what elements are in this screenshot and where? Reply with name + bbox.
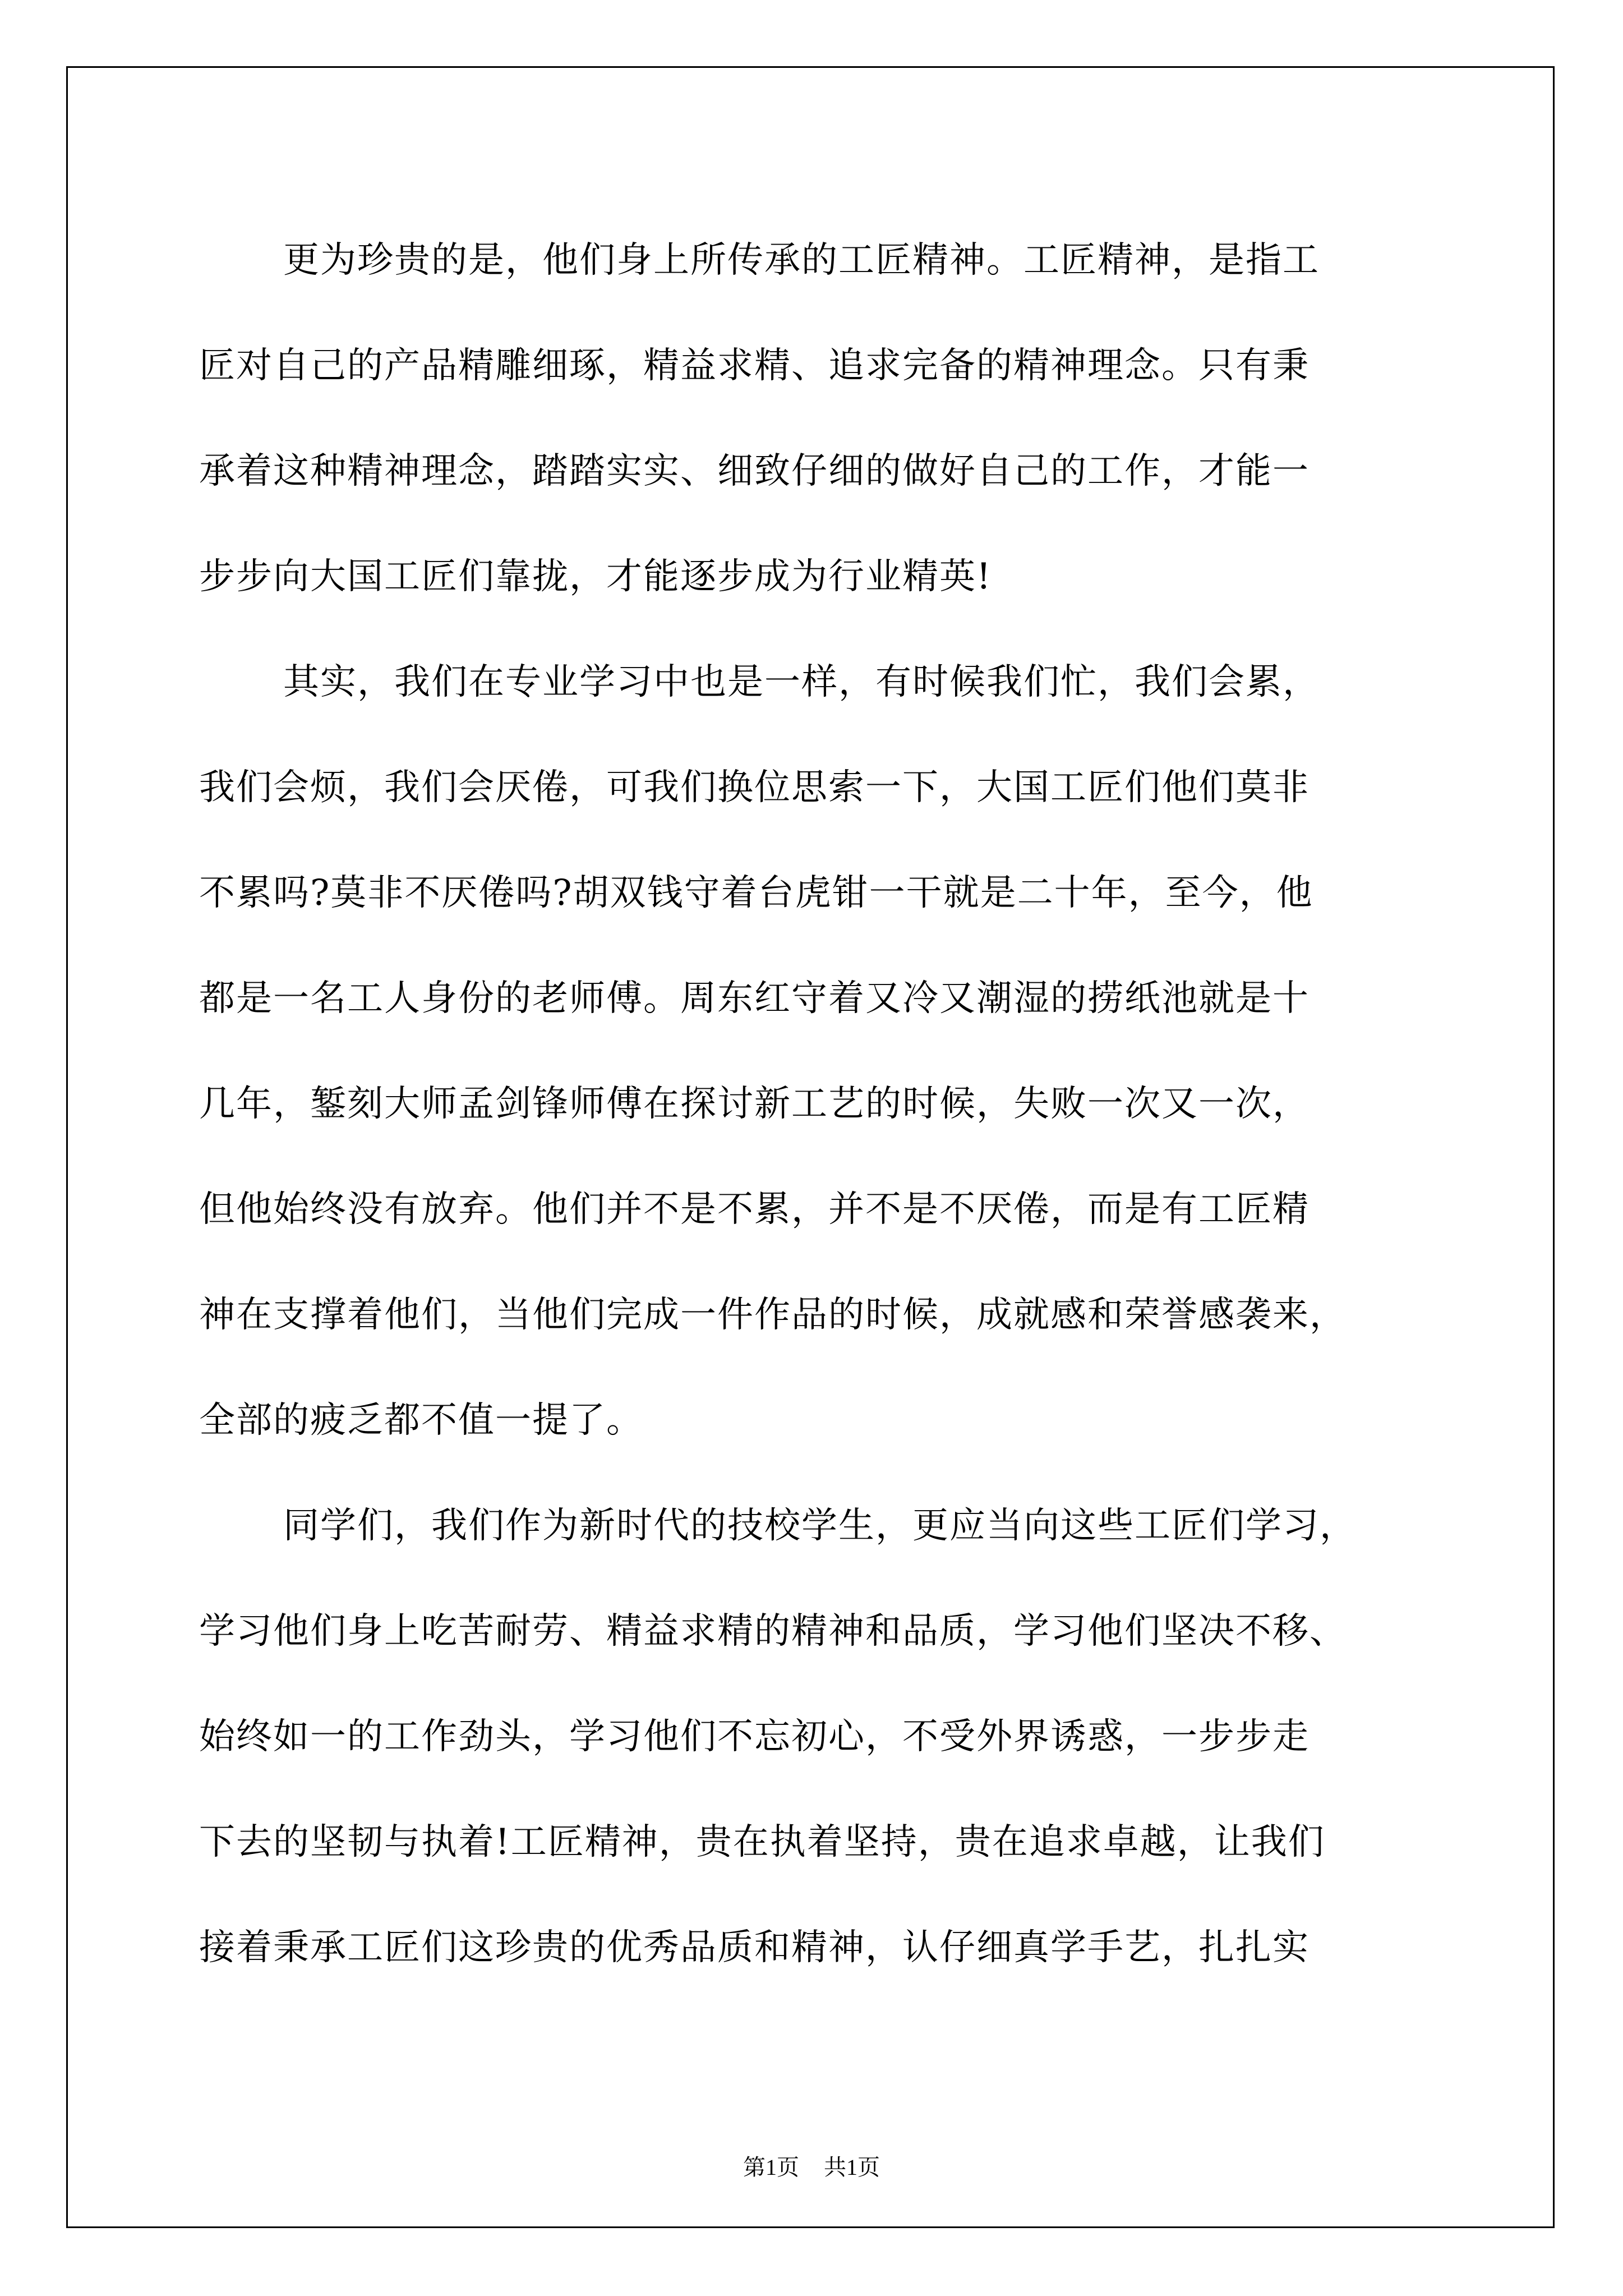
page-footer xyxy=(0,2153,1623,2182)
paragraph-2-line-7: 神在支撑着他们，当他们完成一件作品的时候，成就感和荣誉感袭来， xyxy=(199,1294,1347,1336)
paragraph-3-line-5: 接着秉承工匠们这珍贵的优秀品质和精神，认仔细真学手艺，扎扎实 xyxy=(199,1927,1310,1968)
paragraph-1-line-2: 匠对自己的产品精雕细琢，精益求精、追求完备的精神理念。只有秉 xyxy=(199,345,1310,386)
page-number-total: 共1页 xyxy=(824,2155,880,2180)
paragraph-3-line-4: 下去的坚韧与执着!工匠精神，贵在执着坚持，贵在追求卓越，让我们 xyxy=(199,1821,1325,1863)
paragraph-2-line-8: 全部的疲乏都不值一提了。 xyxy=(199,1400,643,1441)
paragraph-2-line-2: 我们会烦，我们会厌倦，可我们换位思索一下，大国工匠们他们莫非 xyxy=(199,767,1310,808)
paragraph-2-line-4: 都是一名工人身份的老师傅。周东红守着又冷又潮湿的捞纸池就是十 xyxy=(199,978,1310,1019)
page-number-current: 第1页 xyxy=(743,2155,799,2180)
paragraph-3-line-3: 始终如一的工作劲头，学习他们不忘初心，不受外界诱惑，一步步走 xyxy=(199,1716,1310,1757)
paragraph-1-line-4: 步步向大国工匠们靠拢，才能逐步成为行业精英! xyxy=(199,556,992,597)
paragraph-2-line-5: 几年，錾刻大师孟剑锋师傅在探讨新工艺的时候，失败一次又一次， xyxy=(199,1083,1310,1125)
paragraph-3-line-2: 学习他们身上吃苦耐劳、精益求精的精神和品质，学习他们坚决不移、 xyxy=(199,1611,1347,1652)
paragraph-3-line-1: 同学们，我们作为新时代的技校学生，更应当向这些工匠们学习， xyxy=(283,1505,1357,1547)
document-body xyxy=(199,208,1430,2000)
paragraph-1-line-3: 承着这种精神理念，踏踏实实、细致仔细的做好自己的工作，才能一 xyxy=(199,450,1310,492)
paragraph-2-line-1: 其实，我们在专业学习中也是一样，有时候我们忙，我们会累， xyxy=(283,661,1320,703)
paragraph-2-line-3: 不累吗?莫非不厌倦吗?胡双钱守着台虎钳一干就是二十年，至今，他 xyxy=(199,872,1313,914)
paragraph-2-line-6: 但他始终没有放弃。他们并不是不累，并不是不厌倦，而是有工匠精 xyxy=(199,1189,1310,1230)
paragraph-1-line-1: 更为珍贵的是，他们身上所传承的工匠精神。工匠精神，是指工 xyxy=(283,240,1320,281)
